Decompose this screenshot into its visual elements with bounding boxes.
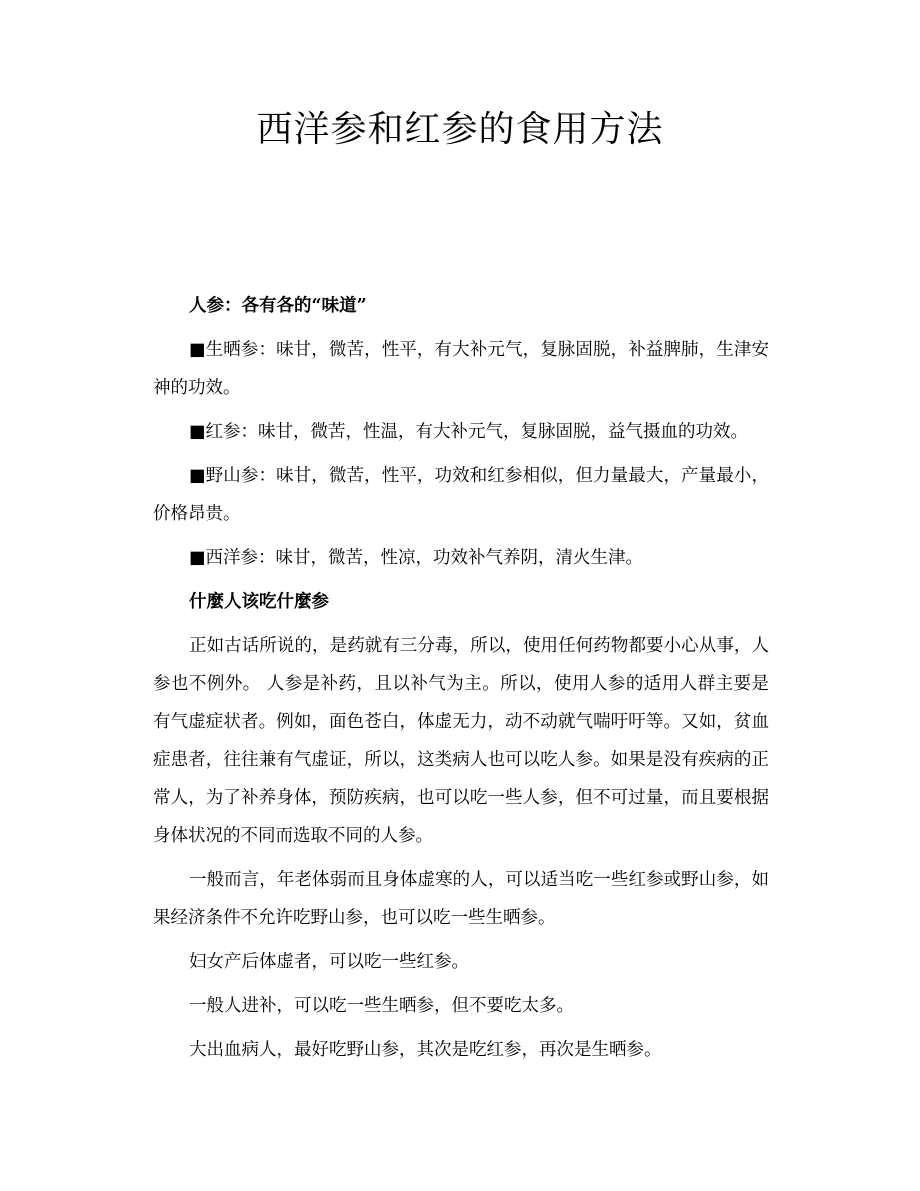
- paragraph-elderly: 一般而言，年老体弱而且身体虚寒的人，可以适当吃一些红参或野山参，如果经济条件不允许吃野山参，也可以吃一些生晒参。: [153, 870, 769, 928]
- paragraph-blood-loss: 大出血病人，最好吃野山参，其次是吃红参，再次是生晒参。: [189, 1040, 662, 1060]
- paragraph-sun-dried-ginseng: ■生晒参：味甘，微苦，性平，有大补元气，复脉固脱，补益脾肺，生津安神的功效。: [153, 340, 769, 398]
- section-heading-who-should-eat: 什麼人该吃什麼参: [189, 592, 329, 612]
- paragraph-usage-caution: 正如古话所说的，是药就有三分毒，所以，使用任何药物都要小心从事，人参也不例外。 人参是补药，且以补气为主。所以，使用人参的适用人群主要是有气虚症状者。例如，面色苍白，体虚无力，动不动就气喘吁吁等。又如，贫血症患者，往往兼有气虚证，所以，这类病人也可以吃人参。如果是没有疾病的正常人，为了补养身体，预防疾病，也可以吃一些人参，但不可过量，而且要根据身体状况的不同而选取不同的人参。: [153, 636, 769, 846]
- document-title: 西洋参和红参的食用方法: [256, 109, 664, 150]
- paragraph-american-ginseng: ■西洋参：味甘，微苦，性凉，功效补气养阴，清火生津。: [189, 548, 644, 568]
- paragraph-wild-ginseng: ■野山参：味甘，微苦，性平，功效和红参相似，但力量最大，产量最小，价格昂贵。: [153, 466, 769, 524]
- paragraph-postpartum: 妇女产后体虚者，可以吃一些红参。: [189, 952, 469, 972]
- document-body: [153, 287, 769, 1069]
- paragraph-red-ginseng: ■红参：味甘，微苦，性温，有大补元气，复脉固脱，益气摄血的功效。: [189, 422, 749, 442]
- paragraph-general-tonic: 一般人进补，可以吃一些生晒参，但不要吃太多。: [189, 996, 574, 1016]
- section-heading-ginseng-taste: 人参：各有各的“味道”: [189, 296, 367, 316]
